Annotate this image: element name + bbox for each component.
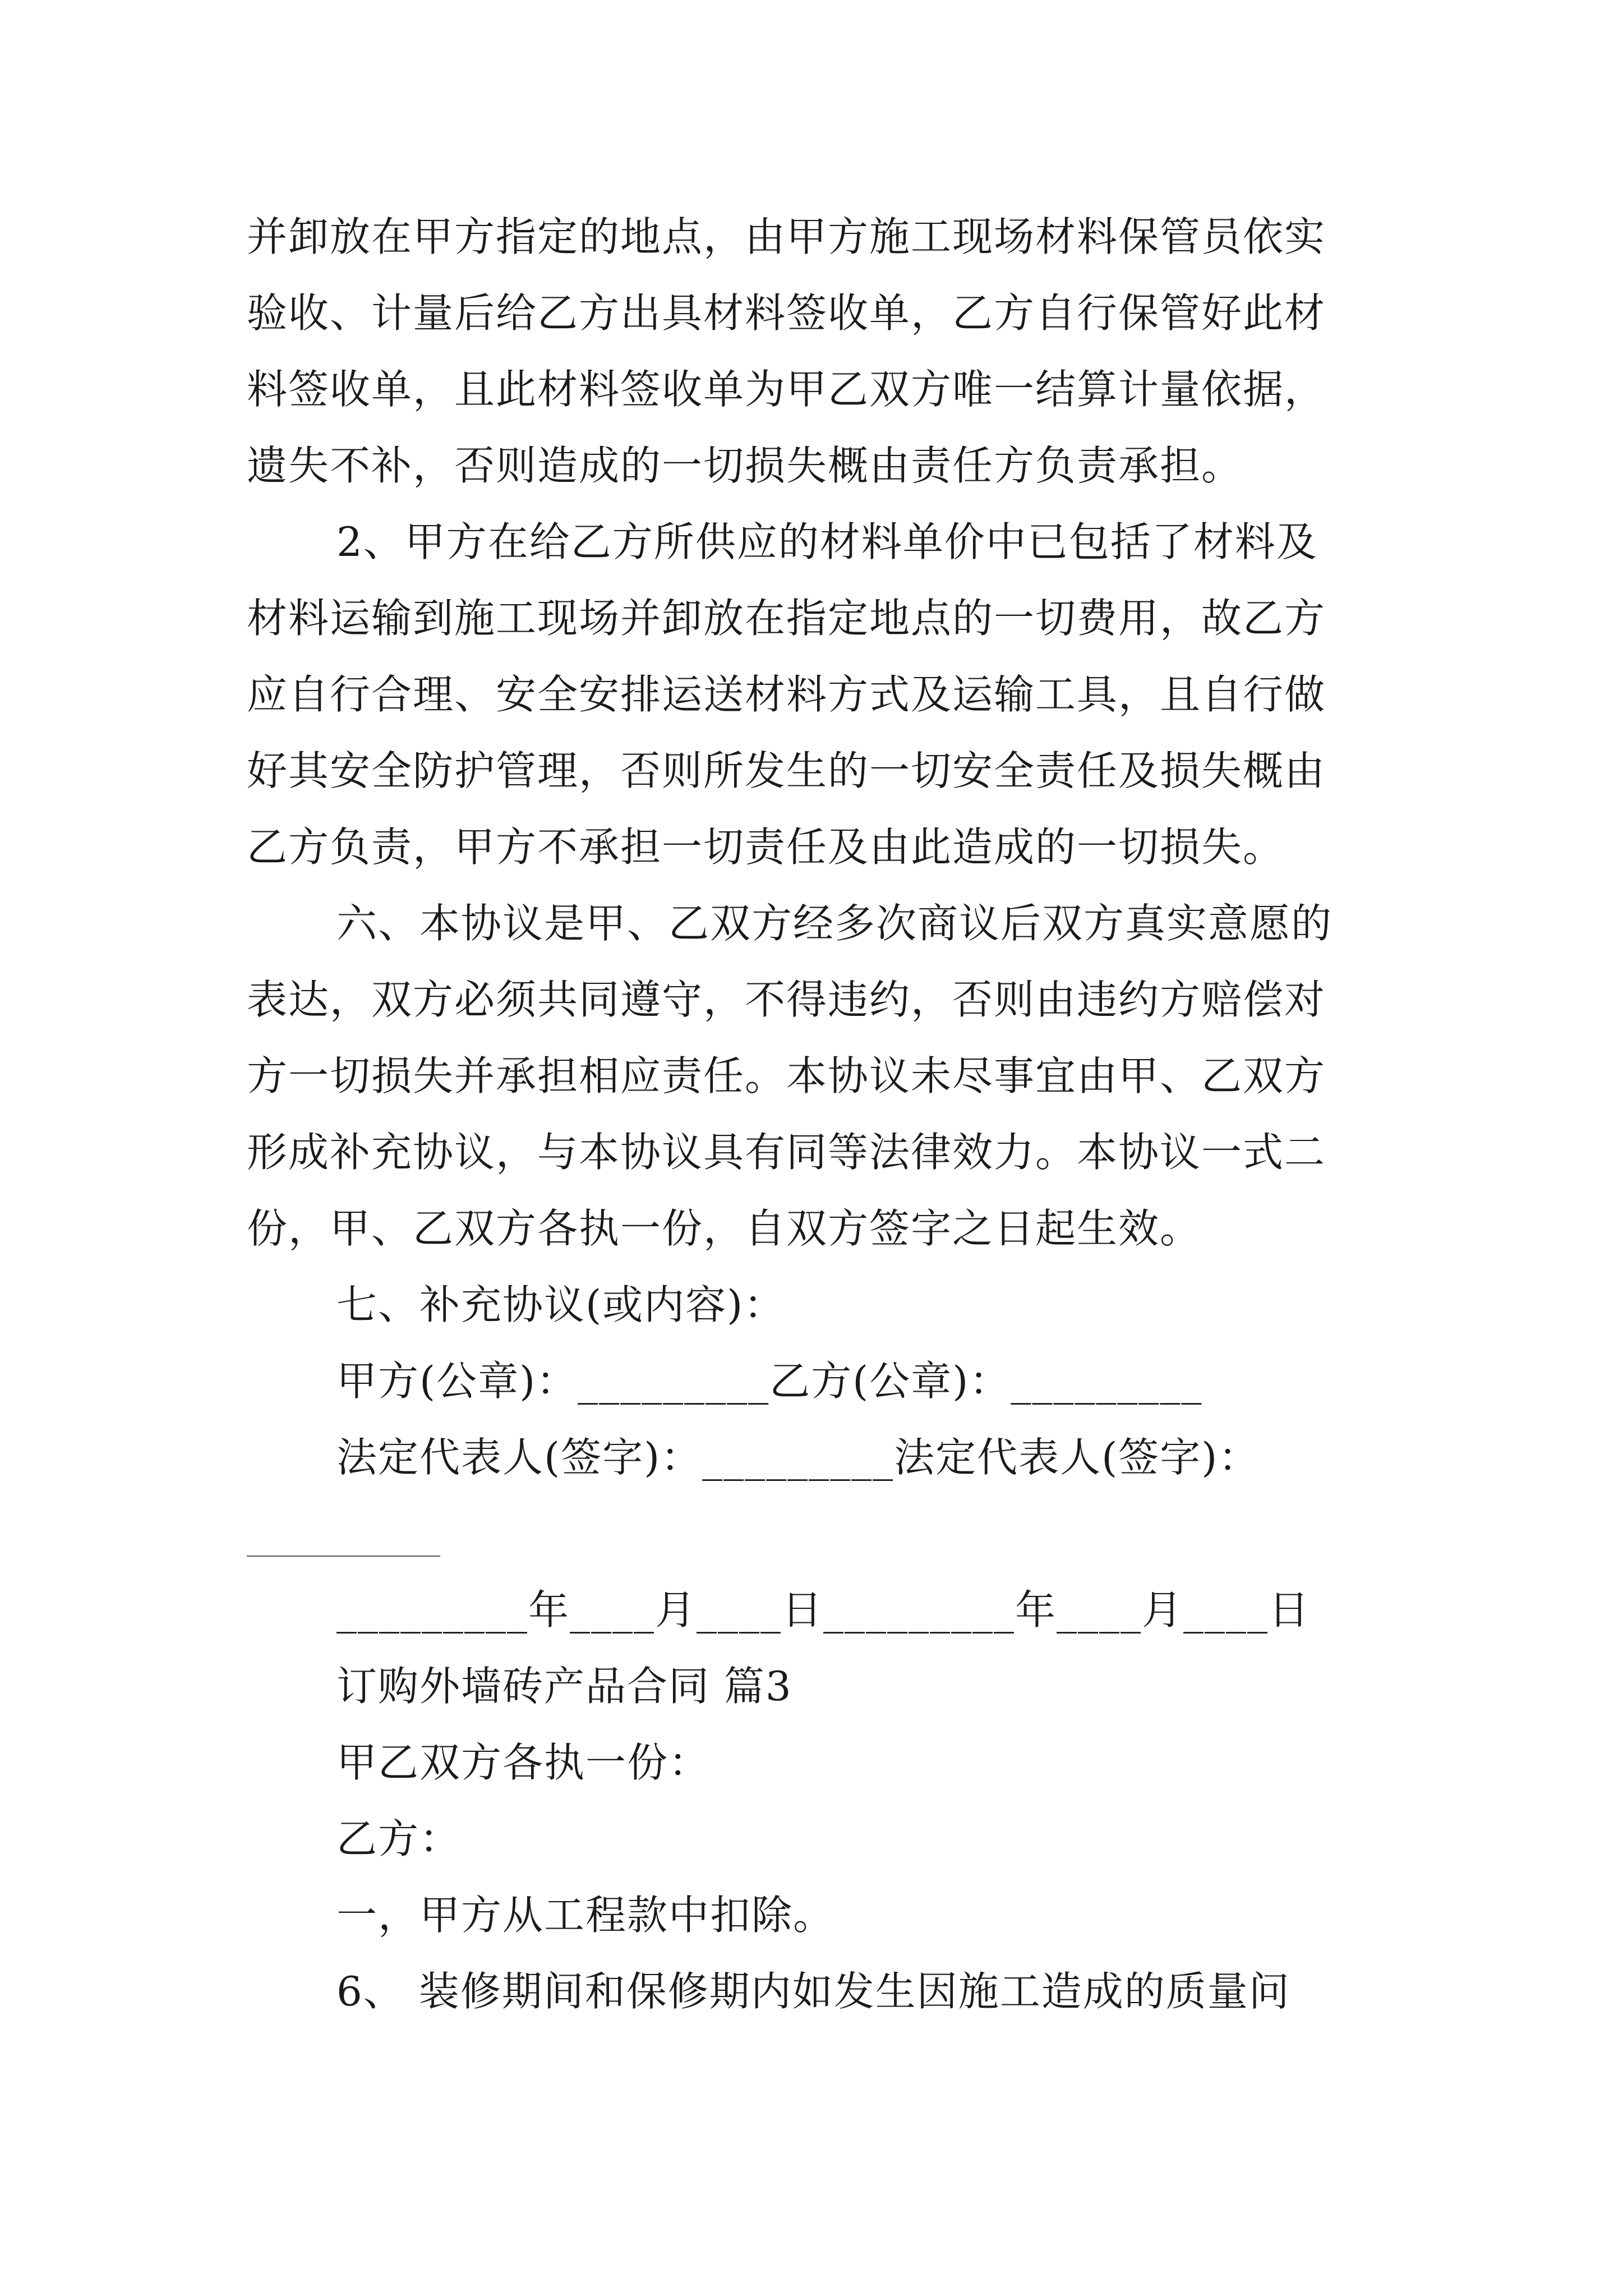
paragraph-line: 乙方： bbox=[336, 1815, 462, 1862]
paragraph-line: 应自行合理、安全安排运送材料方式及运输工具，且自行做 bbox=[247, 671, 1326, 718]
paragraph-line: 并卸放在甲方指定的地点，由甲方施工现场材料保管员依实 bbox=[247, 213, 1326, 260]
paragraph-line: 乙方负责，甲方不承担一切责任及由此造成的一切损失。 bbox=[247, 823, 1285, 871]
signature-representative-line: 法定代表人(签字)：_________法定代表人(签字)： bbox=[336, 1434, 1260, 1481]
paragraph-line: 料签收单，且此材料签收单为甲乙双方唯一结算计量依据， bbox=[247, 366, 1326, 413]
paragraph-line: 份，甲、乙双方各执一份，自双方签字之日起生效。 bbox=[247, 1205, 1202, 1252]
date-line: _________年____月____日_________年____月____日 bbox=[336, 1586, 1310, 1634]
paragraph-line: 验收、计量后给乙方出具材料签收单，乙方自行保管好此材 bbox=[247, 289, 1326, 337]
contract-title: 订购外墙砖产品合同 篇3 bbox=[336, 1663, 792, 1710]
signature-blank bbox=[247, 1556, 440, 1557]
paragraph-line: 好其安全防护管理，否则所发生的一切安全责任及损失概由 bbox=[247, 747, 1326, 794]
paragraph-line: 一，甲方从工程款中扣除。 bbox=[336, 1892, 835, 1939]
clause-2-start: 2、甲方在给乙方所供应的材料单价中已包括了材料及 bbox=[336, 518, 1318, 565]
paragraph-line: 形成补充协议，与本协议具有同等法律效力。本协议一式二 bbox=[247, 1129, 1326, 1176]
paragraph-line: 材料运输到施工现场并卸放在指定地点的一切费用，故乙方 bbox=[247, 595, 1326, 642]
signature-seal-line: 甲方(公章)：_________乙方(公章)：_________ bbox=[336, 1358, 1203, 1405]
section-7-heading: 七、补充协议(或内容)： bbox=[336, 1281, 786, 1328]
paragraph-line: 方一切损失并承担相应责任。本协议未尽事宜由甲、乙双方 bbox=[247, 1052, 1326, 1099]
paragraph-line: 遗失不补，否则造成的一切损失概由责任方负责承担。 bbox=[247, 442, 1243, 489]
paragraph-line: 6、 装修期间和保修期内如发生因施工造成的质量问 bbox=[336, 1968, 1290, 2015]
paragraph-line: 表达，双方必须共同遵守，不得违约，否则由违约方赔偿对 bbox=[247, 976, 1326, 1023]
paragraph-line: 甲乙双方各执一份： bbox=[336, 1739, 711, 1786]
section-6-start: 六、本协议是甲、乙双方经多次商议后双方真实意愿的 bbox=[336, 900, 1333, 947]
